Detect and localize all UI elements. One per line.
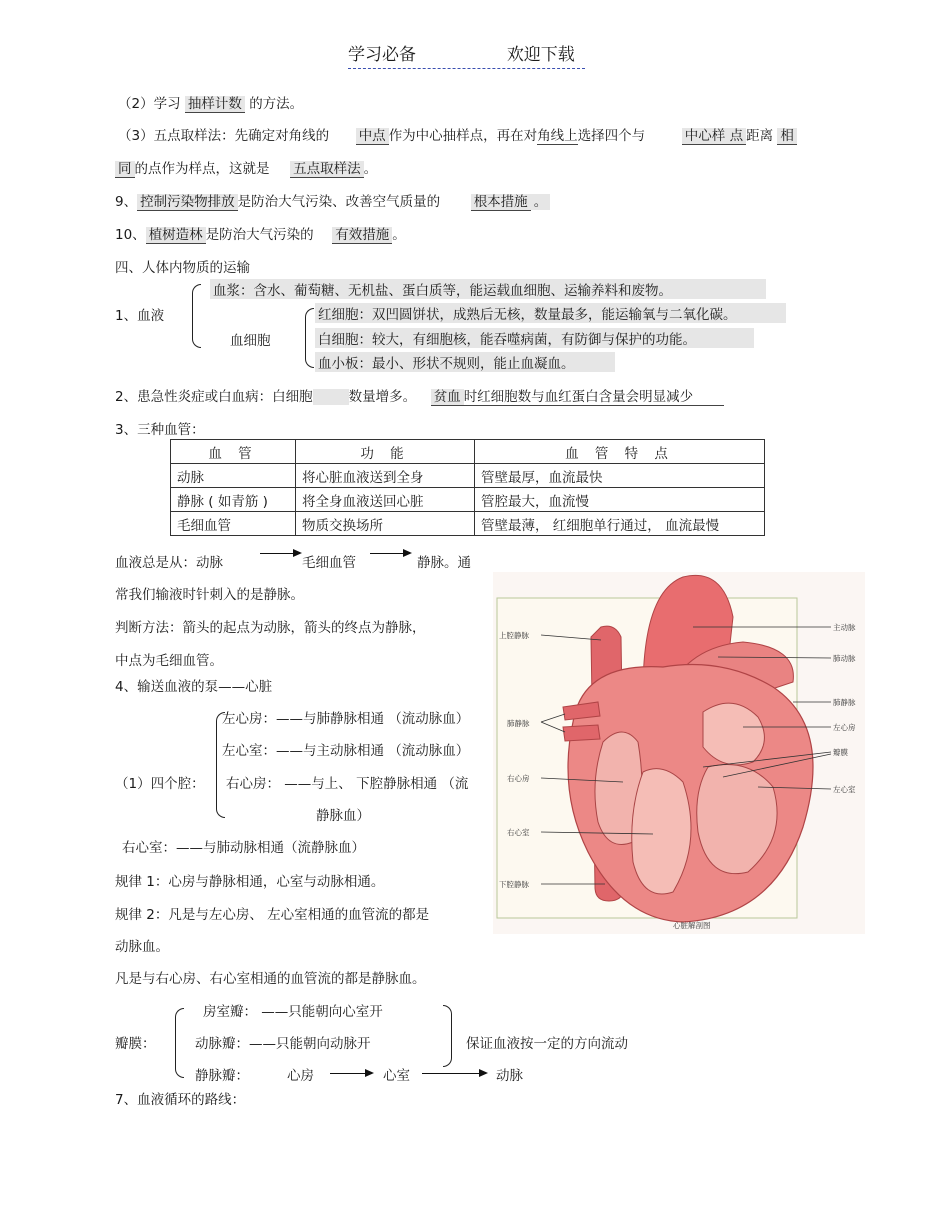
flow-end: 静脉。通 xyxy=(417,555,471,571)
para-five-point-line2: 同 的点作为样点，这就是 五点取样法 。 xyxy=(115,157,377,177)
chambers-brace xyxy=(216,712,225,818)
rbc-line: 红细胞：双凹圆饼状，成熟后无核，数量最多，能运输氧与二氧化碳。 xyxy=(315,303,786,323)
label-valve: 瓣膜 xyxy=(833,748,848,757)
valve-arterial: 动脉瓣：——只能朝向动脉开 xyxy=(195,1036,371,1052)
blood-brace xyxy=(192,284,201,348)
para-9: 9、 控制污染物排放 是防治大气污染、改善空气质量的 根本措施 。 xyxy=(115,190,550,210)
col-header: 血 管 特 点 xyxy=(475,440,765,464)
valve-av: 房室瓣： ——只能朝向心室开 xyxy=(203,1004,383,1020)
rule-2-cont: 动脉血。 xyxy=(115,939,169,955)
col-header: 血 管 xyxy=(171,440,296,464)
page-header xyxy=(348,40,585,69)
para-sampling: （2）学习 抽样计数 的方法。 xyxy=(118,96,304,112)
heart-title: 4、输送血液的泵——心脏 xyxy=(115,679,273,695)
para-10: 10、 植树造林 是防治大气污染的 有效措施 。 xyxy=(115,227,406,243)
plasma-line: 血浆：含水、葡萄糖、无机盐、蛋白质等，能运载血细胞、运输养料和废物。 xyxy=(210,279,766,299)
flow-line3: 判断方法：箭头的起点为动脉，箭头的终点为静脉， xyxy=(115,620,426,636)
flow-start: 血液总是从：动脉 xyxy=(115,555,223,571)
table-row: 毛细血管 物质交换场所 管壁最薄， 红细胞单行通过， 血流最慢 xyxy=(171,512,765,536)
flow-line4: 中点为毛细血管。 xyxy=(115,653,223,669)
chamber-ra: 右心房： ——与上、 下腔静脉相通 （流 xyxy=(226,776,469,792)
valves-purpose: 保证血液按一定的方向流动 xyxy=(466,1036,628,1052)
valves-brace-right xyxy=(443,1005,452,1067)
label-ra: 右心房 xyxy=(507,774,530,783)
wbc-line: 白细胞：较大，有细胞核，能吞噬病菌，有防御与保护的功能。 xyxy=(315,328,754,348)
vessels-table xyxy=(170,439,765,536)
heart-diagram xyxy=(493,572,865,934)
blood-label: 1、血液 xyxy=(115,308,165,324)
arrow-icon xyxy=(330,1073,372,1074)
label-svc: 上腔静脉 xyxy=(499,631,529,640)
rule-2: 规律 2：凡是与左心房、 左心室相通的血管流的都是 xyxy=(115,907,430,923)
header-left: 学习必备 xyxy=(348,45,416,65)
valves-label: 瓣膜： xyxy=(115,1036,156,1052)
table-row: 动脉 将心脏血液送到全身 管壁最厚，血流最快 xyxy=(171,464,765,488)
venous-step-2: 心室 xyxy=(383,1068,410,1084)
para-7: 7、血液循环的路线： xyxy=(115,1092,246,1108)
label-pa: 肺动脉 xyxy=(833,654,856,663)
col-header: 功 能 xyxy=(296,440,475,464)
arrow-icon xyxy=(370,553,410,554)
heart-illustration xyxy=(493,572,865,934)
flow-mid: 毛细血管 xyxy=(302,555,356,571)
blood-cells-label: 血细胞 xyxy=(230,333,271,349)
rule-1: 规律 1：心房与静脉相通，心室与动脉相通。 xyxy=(115,874,385,890)
label-la: 左心房 xyxy=(833,723,856,732)
arrow-icon xyxy=(260,553,300,554)
table-row: 静脉 ( 如青筋 ) 将全身血液送回心脏 管腔最大，血流慢 xyxy=(171,488,765,512)
valves-brace xyxy=(175,1008,184,1078)
header-right: 欢迎下载 xyxy=(506,45,575,65)
venous-step-1: 心房 xyxy=(287,1068,314,1084)
label-pv-left: 肺静脉 xyxy=(507,719,530,728)
vessels-title: 3、三种血管： xyxy=(115,422,205,438)
para-leukemia: 2、患急性炎症或白血病：白细胞 数量增多。 贫血 时红细胞数与血红蛋白含量会明显减少 xyxy=(115,385,724,406)
label-lv: 左心室 xyxy=(833,785,856,794)
label-pv-right: 肺静脉 xyxy=(833,698,856,707)
highlight-sampling: 抽样计数 xyxy=(185,96,245,113)
label-rv: 右心室 xyxy=(507,828,530,837)
chamber-lv: 左心室：——与主动脉相通 （流动脉血） xyxy=(222,743,470,759)
rule-3: 凡是与右心房、右心室相通的血管流的都是静脉血。 xyxy=(115,971,426,987)
platelet-line: 血小板：最小、形状不规则，能止血凝血。 xyxy=(315,352,615,372)
chamber-la: 左心房：——与肺静脉相通 （流动脉血） xyxy=(222,711,470,727)
label-ivc: 下腔静脉 xyxy=(499,880,529,889)
section-title-transport: 四、人体内物质的运输 xyxy=(115,260,250,276)
venous-step-3: 动脉 xyxy=(496,1068,523,1084)
valve-venous: 静脉瓣： xyxy=(195,1068,249,1084)
chamber-rv: 右心室：——与肺动脉相通（流静脉血） xyxy=(122,840,365,856)
chambers-label: （1）四个腔： xyxy=(115,776,205,792)
para-five-point: （3）五点取样法：先确定对角线的 中点 作为中心抽样点，再在对角线上选择四个与 中心样 点 距离 相 xyxy=(118,124,797,144)
arrow-icon xyxy=(422,1073,486,1074)
flow-line2: 常我们输液时针刺入的是静脉。 xyxy=(115,587,304,603)
label-aorta: 主动脉 xyxy=(833,623,856,632)
chamber-ra-cont: 静脉血） xyxy=(316,808,370,824)
diagram-caption: 心脏解剖图 xyxy=(673,921,711,930)
cells-brace xyxy=(305,308,314,368)
table-header-row xyxy=(171,440,765,464)
